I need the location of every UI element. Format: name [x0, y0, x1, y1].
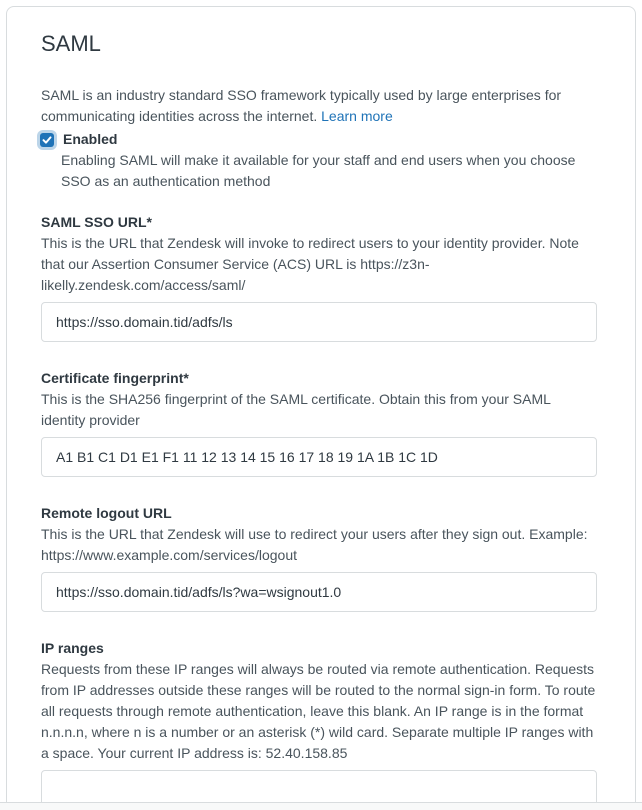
enabled-label[interactable]: Enabled — [63, 131, 118, 147]
enabled-setting — [41, 129, 597, 192]
certificate-fingerprint-label: Certificate fingerprint* — [41, 370, 189, 386]
field-certificate-fingerprint — [41, 368, 597, 477]
enabled-checkbox-row — [41, 129, 597, 150]
remote-logout-url-description: This is the URL that Zendesk will use to redirect your users after they sign out. Example: https://www.example.com/services/logout — [41, 526, 588, 563]
learn-more-link[interactable]: Learn more — [321, 108, 393, 124]
saml-sso-url-input[interactable] — [41, 302, 597, 342]
field-remote-logout-url — [41, 503, 597, 612]
saml-settings-card — [6, 6, 636, 810]
field-saml-sso-url — [41, 212, 597, 342]
enabled-description: Enabling SAML will make it available for your staff and end users when you choose SSO as an authentication method — [61, 152, 576, 189]
ip-ranges-description: Requests from these IP ranges will always be routed via remote authentication. Requests from IP addresses outside these ranges will be routed to the normal sign-in form. To route all requests through remote authentication, leave this blank. An IP range is in the format n.n.n.n, where n is a number or an asterisk (*) wild card. Separate multiple IP ranges with a space. Your current IP address is: 52.40.158.85 — [41, 661, 596, 761]
intro-text: SAML is an industry standard SSO framework typically used by large enterprises for communicating identities across the internet. — [41, 87, 562, 124]
remote-logout-url-label: Remote logout URL — [41, 505, 172, 521]
bottom-divider — [0, 802, 642, 810]
certificate-fingerprint-description: This is the SHA256 fingerprint of the SAML certificate. Obtain this from your SAML identity provider — [41, 391, 551, 428]
page-title: SAML — [41, 31, 101, 56]
saml-sso-url-label: SAML SSO URL* — [41, 214, 152, 230]
ip-ranges-label: IP ranges — [41, 640, 104, 656]
remote-logout-url-input[interactable] — [41, 572, 597, 612]
saml-sso-url-description: This is the URL that Zendesk will invoke to redirect users to your identity provider. Note that our Assertion Consumer Service (ACS) URL is https://z3n-likelly.zendesk.com/access/saml/ — [41, 235, 579, 293]
intro-paragraph — [41, 85, 597, 127]
field-ip-ranges — [41, 638, 597, 810]
enabled-checkbox[interactable] — [37, 130, 57, 150]
checkmark-icon — [42, 135, 52, 145]
saml-settings-content — [7, 7, 635, 810]
certificate-fingerprint-input[interactable] — [41, 437, 597, 477]
checkbox-box — [40, 133, 54, 147]
